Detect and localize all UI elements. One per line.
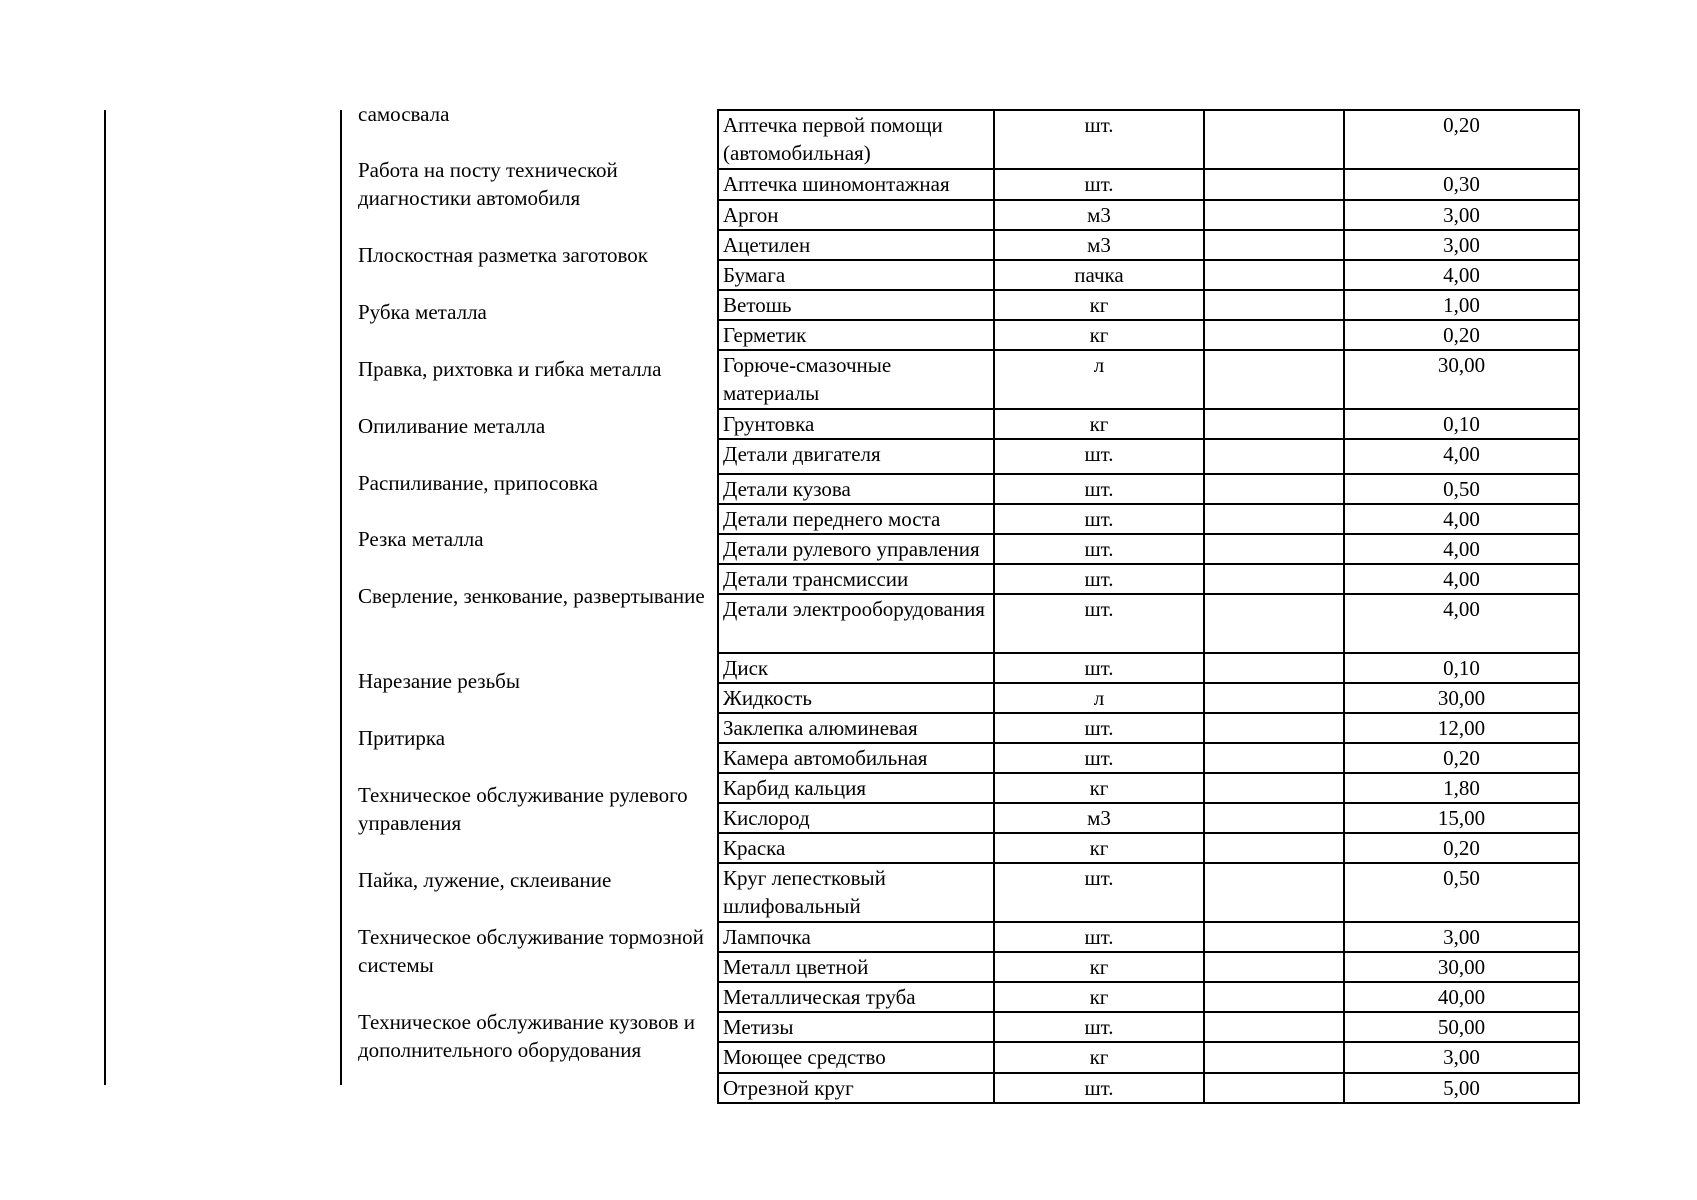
table-row: [718, 863, 1579, 922]
work-type-item: Техническое обслуживание кузовов и дополнительного оборудования: [358, 1010, 695, 1062]
empty-cell: [1204, 534, 1344, 564]
table-row: [718, 169, 1579, 200]
empty-cell: [1204, 863, 1344, 922]
material-name: Диск: [718, 653, 994, 683]
table-row: [718, 439, 1579, 474]
work-type-item: Правка, рихтовка и гибка металла: [358, 357, 662, 381]
material-unit: шт.: [994, 743, 1204, 773]
material-unit: кг: [994, 773, 1204, 803]
empty-cell: [1204, 409, 1344, 439]
material-name: Моющее средство: [718, 1042, 994, 1073]
material-value: 30,00: [1344, 952, 1579, 982]
table-row: [718, 320, 1579, 350]
material-value: 4,00: [1344, 534, 1579, 564]
empty-cell: [1204, 1042, 1344, 1073]
material-name: Детали двигателя: [718, 439, 994, 474]
table-row: [718, 773, 1579, 803]
material-unit: шт.: [994, 922, 1204, 952]
table-row: [718, 713, 1579, 743]
material-name: Грунтовка: [718, 409, 994, 439]
empty-cell: [1204, 230, 1344, 260]
empty-cell: [1204, 653, 1344, 683]
material-unit: м3: [994, 230, 1204, 260]
work-type-item: Пайка, лужение, склеивание: [358, 868, 612, 892]
material-unit: л: [994, 683, 1204, 713]
work-type-item: Нарезание резьбы: [358, 669, 520, 693]
table-row: [718, 594, 1579, 653]
empty-cell: [1204, 439, 1344, 474]
material-value: 1,00: [1344, 290, 1579, 320]
table-row: [718, 290, 1579, 320]
table-row: [718, 504, 1579, 534]
material-name: Лампочка: [718, 922, 994, 952]
material-value: 15,00: [1344, 803, 1579, 833]
table-row: [718, 350, 1579, 409]
material-unit: л: [994, 350, 1204, 409]
material-name: Детали трансмиссии: [718, 564, 994, 594]
material-unit: шт.: [994, 1012, 1204, 1042]
empty-cell: [1204, 110, 1344, 169]
material-value: 0,30: [1344, 169, 1579, 200]
table-row: [718, 200, 1579, 230]
material-name: Ацетилен: [718, 230, 994, 260]
table-row: [718, 260, 1579, 290]
material-value: 3,00: [1344, 200, 1579, 230]
materials-table: [717, 109, 1580, 1104]
material-unit: кг: [994, 320, 1204, 350]
material-name: Камера автомобильная: [718, 743, 994, 773]
material-unit: пачка: [994, 260, 1204, 290]
material-value: 3,00: [1344, 1042, 1579, 1073]
empty-cell: [1204, 922, 1344, 952]
table-row: [718, 683, 1579, 713]
table-row: [718, 110, 1579, 169]
table-row: [718, 1042, 1579, 1073]
empty-cell: [1204, 952, 1344, 982]
material-name: Краска: [718, 833, 994, 863]
material-unit: кг: [994, 952, 1204, 982]
table-row: [718, 653, 1579, 683]
material-value: 0,10: [1344, 653, 1579, 683]
empty-cell: [1204, 504, 1344, 534]
material-unit: шт.: [994, 169, 1204, 200]
material-value: 0,20: [1344, 743, 1579, 773]
table-row: [718, 564, 1579, 594]
material-unit: шт.: [994, 653, 1204, 683]
material-unit: м3: [994, 803, 1204, 833]
table-row: [718, 409, 1579, 439]
material-name: Кислород: [718, 803, 994, 833]
material-value: 4,00: [1344, 260, 1579, 290]
material-value: 4,00: [1344, 439, 1579, 474]
material-unit: шт.: [994, 474, 1204, 504]
empty-cell: [1204, 743, 1344, 773]
work-type-item: Работа на посту технической диагностики автомобиля: [358, 158, 618, 210]
material-name: Детали переднего моста: [718, 504, 994, 534]
work-type-item: Техническое обслуживание рулевого управления: [358, 783, 688, 835]
material-value: 0,10: [1344, 409, 1579, 439]
empty-cell: [1204, 803, 1344, 833]
material-unit: кг: [994, 1042, 1204, 1073]
material-name: Отрезной круг: [718, 1073, 994, 1103]
work-type-item: Резка металла: [358, 527, 484, 551]
table-row: [718, 833, 1579, 863]
material-unit: шт.: [994, 504, 1204, 534]
material-name: Детали электрооборудования: [718, 594, 994, 653]
work-type-item: Плоскостная разметка заготовок: [358, 243, 648, 267]
material-name: Металл цветной: [718, 952, 994, 982]
material-name: Аргон: [718, 200, 994, 230]
table-row: [718, 952, 1579, 982]
material-value: 4,00: [1344, 594, 1579, 653]
material-value: 0,50: [1344, 474, 1579, 504]
work-type-item: Распиливание, припосовка: [358, 471, 598, 495]
material-value: 5,00: [1344, 1073, 1579, 1103]
material-unit: шт.: [994, 863, 1204, 922]
material-name: Аптечка первой помощи (автомобильная): [718, 110, 994, 169]
material-name: Детали рулевого управления: [718, 534, 994, 564]
table-row: [718, 803, 1579, 833]
left-border-line: [104, 110, 106, 1085]
material-name: Жидкость: [718, 683, 994, 713]
table-row: [718, 534, 1579, 564]
material-value: 30,00: [1344, 683, 1579, 713]
table-row: [718, 743, 1579, 773]
empty-cell: [1204, 290, 1344, 320]
material-value: 3,00: [1344, 922, 1579, 952]
table-row: [718, 922, 1579, 952]
empty-cell: [1204, 982, 1344, 1012]
work-type-item: Техническое обслуживание тормозной системы: [358, 925, 704, 977]
work-type-item: Опиливание металла: [358, 414, 546, 438]
material-value: 12,00: [1344, 713, 1579, 743]
empty-cell: [1204, 683, 1344, 713]
work-type-item: Сверление, зенкование, развертывание: [358, 584, 705, 608]
material-value: 3,00: [1344, 230, 1579, 260]
material-name: Горюче-смазочные материалы: [718, 350, 994, 409]
material-value: 0,50: [1344, 863, 1579, 922]
empty-cell: [1204, 260, 1344, 290]
material-name: Карбид кальция: [718, 773, 994, 803]
material-value: 0,20: [1344, 110, 1579, 169]
material-unit: шт.: [994, 439, 1204, 474]
empty-cell: [1204, 320, 1344, 350]
material-value: 0,20: [1344, 320, 1579, 350]
material-value: 1,80: [1344, 773, 1579, 803]
empty-cell: [1204, 594, 1344, 653]
table-row: [718, 1012, 1579, 1042]
material-name: Аптечка шиномонтажная: [718, 169, 994, 200]
material-unit: шт.: [994, 713, 1204, 743]
material-unit: шт.: [994, 534, 1204, 564]
material-name: Ветошь: [718, 290, 994, 320]
table-row: [718, 982, 1579, 1012]
material-unit: кг: [994, 409, 1204, 439]
empty-cell: [1204, 713, 1344, 743]
empty-cell: [1204, 1012, 1344, 1042]
empty-cell: [1204, 350, 1344, 409]
material-value: 0,20: [1344, 833, 1579, 863]
work-type-item: Притирка: [358, 726, 446, 750]
material-value: 30,00: [1344, 350, 1579, 409]
material-value: 50,00: [1344, 1012, 1579, 1042]
work-type-item: Рубка металла: [358, 300, 487, 324]
material-value: 4,00: [1344, 504, 1579, 534]
material-unit: шт.: [994, 594, 1204, 653]
material-unit: шт.: [994, 1073, 1204, 1103]
empty-cell: [1204, 474, 1344, 504]
work-type-item: самосвала: [358, 102, 450, 126]
empty-cell: [1204, 1073, 1344, 1103]
empty-cell: [1204, 169, 1344, 200]
material-name: Металлическая труба: [718, 982, 994, 1012]
material-name: Круг лепестковый шлифовальный: [718, 863, 994, 922]
table-row: [718, 230, 1579, 260]
material-unit: м3: [994, 200, 1204, 230]
material-unit: шт.: [994, 110, 1204, 169]
material-name: Герметик: [718, 320, 994, 350]
material-name: Детали кузова: [718, 474, 994, 504]
material-name: Заклепка алюминевая: [718, 713, 994, 743]
table-row: [718, 474, 1579, 504]
empty-cell: [1204, 773, 1344, 803]
material-value: 40,00: [1344, 982, 1579, 1012]
material-unit: шт.: [994, 564, 1204, 594]
material-unit: кг: [994, 982, 1204, 1012]
empty-cell: [1204, 833, 1344, 863]
material-unit: кг: [994, 833, 1204, 863]
empty-cell: [1204, 200, 1344, 230]
material-name: Метизы: [718, 1012, 994, 1042]
empty-cell: [1204, 564, 1344, 594]
column-divider-line: [340, 110, 342, 1085]
table-row: [718, 1073, 1579, 1103]
material-value: 4,00: [1344, 564, 1579, 594]
material-name: Бумага: [718, 260, 994, 290]
material-unit: кг: [994, 290, 1204, 320]
